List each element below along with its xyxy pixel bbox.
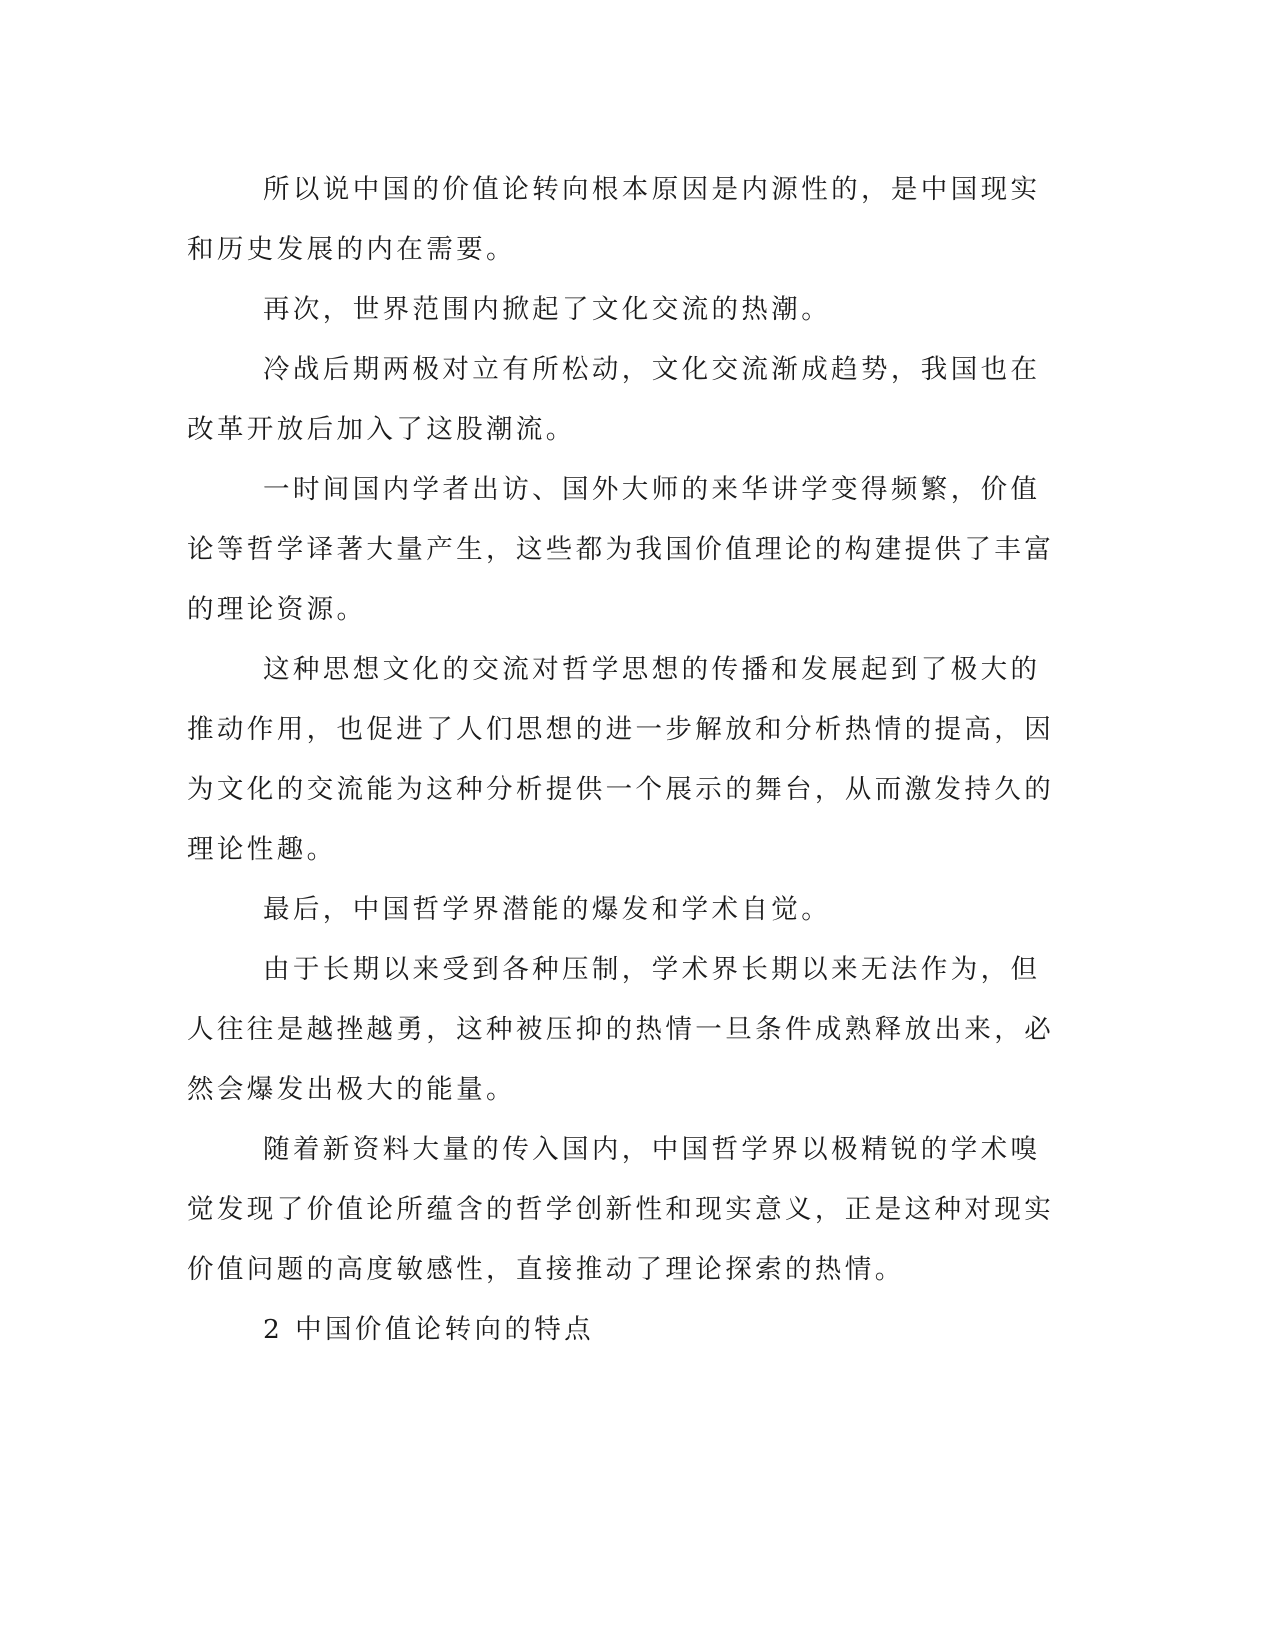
paragraph-8: 随着新资料大量的传入国内，中国哲学界以极精锐的学术嗅觉发现了价值论所蕴含的哲学创新性和现实意义，正是这种对现实价值问题的高度敏感性，直接推动了理论探索的热情。: [187, 1134, 1055, 1285]
paragraph-1: 所以说中国的价值论转向根本原因是内源性的，是中国现实和历史发展的内在需要。: [187, 174, 1041, 265]
document-body: [187, 160, 1067, 1360]
paragraph-6: 最后，中国哲学界潜能的爆发和学术自觉。: [263, 894, 832, 925]
paragraph-3: 冷战后期两极对立有所松动，文化交流渐成趋势，我国也在改革开放后加入了这股潮流。: [187, 354, 1041, 445]
paragraph-5: 这种思想文化的交流对哲学思想的传播和发展起到了极大的推动作用，也促进了人们思想的进一步解放和分析热情的提高，因为文化的交流能为这种分析提供一个展示的舞台，从而激发持久的理论性趣。: [187, 654, 1055, 865]
section-heading: 2 中国价值论转向的特点: [263, 1314, 595, 1345]
paragraph-2: 再次，世界范围内掀起了文化交流的热潮。: [263, 294, 832, 325]
paragraph-7: 由于长期以来受到各种压制，学术界长期以来无法作为，但人往往是越挫越勇，这种被压抑的热情一旦条件成熟释放出来，必然会爆发出极大的能量。: [187, 954, 1055, 1105]
paragraph-4: 一时间国内学者出访、国外大师的来华讲学变得频繁，价值论等哲学译著大量产生，这些都为我国价值理论的构建提供了丰富的理论资源。: [187, 474, 1055, 625]
